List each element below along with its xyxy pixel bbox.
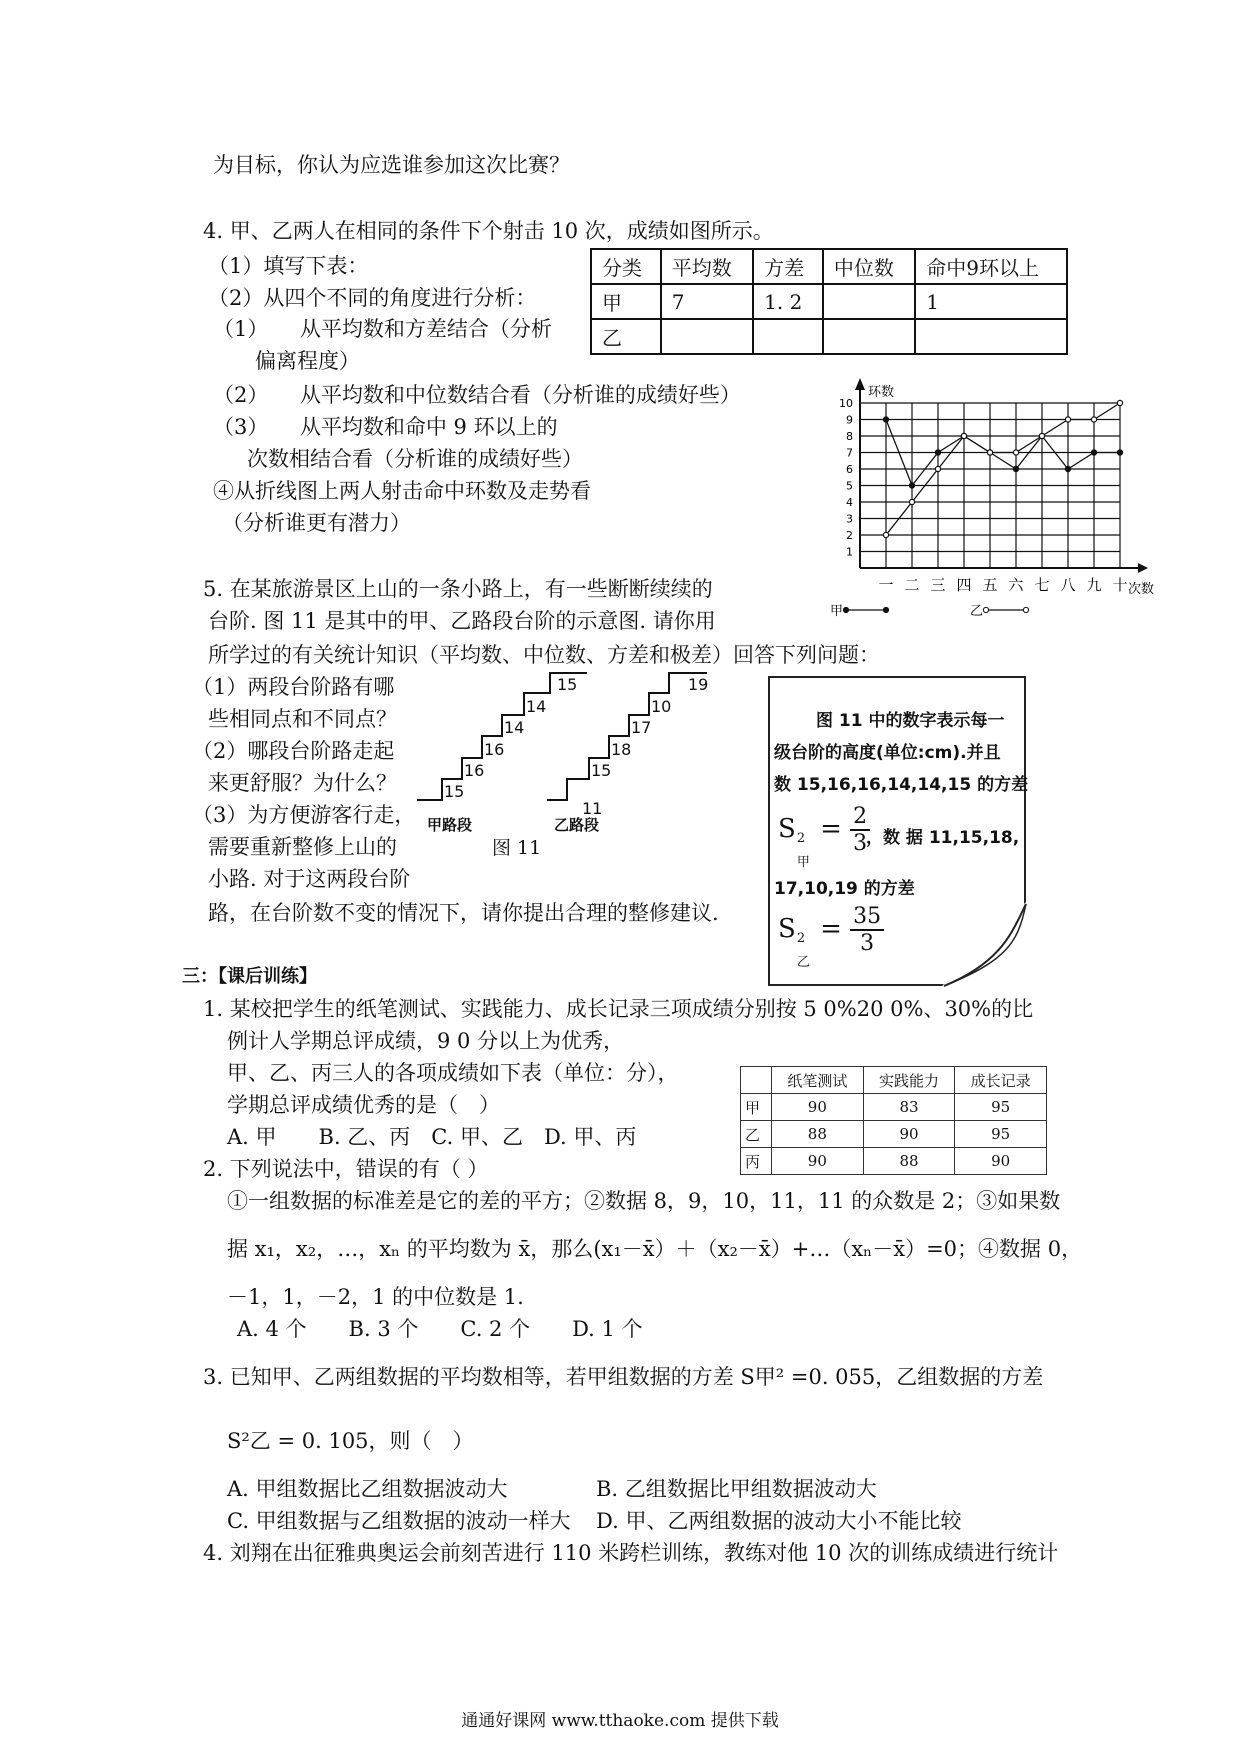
table-header-cell: 方差 [753,249,823,284]
q5-p3c: 小路. 对于这两段台阶 [208,867,411,891]
legend-marker [983,607,988,612]
s3-q1-score-table [740,1066,1047,1175]
table-cell: 90 [772,1148,864,1175]
formula-denominator: 3 [853,831,868,856]
x-tick-label: 二 [904,576,920,594]
x-tick-label: 七 [1034,576,1050,594]
legend-label: 甲 [830,604,844,619]
formula-sub: 乙 [796,955,810,970]
x-tick-label: 五 [982,576,998,594]
stairs-figure [412,668,742,858]
data-point-甲 [1091,450,1096,455]
variance-note-card [768,676,1029,986]
table-cell: 90 [955,1148,1047,1175]
y-tick-label: 5 [846,479,853,493]
s3-q1-line4: 学期总评成绩优秀的是（ ） [227,1093,500,1117]
s3-q2-line3: 据 x₁，x₂，…，xₙ 的平均数为 x̄，那么(x₁－x̄）＋（x₂－x̄）+…（xₙ－x̄）=0；④数据 0， [227,1237,1083,1261]
q4-sub1: （1）填写下表： [208,254,369,278]
s3-q1-line2: 例计人学期总评成绩，9 0 分以上为优秀， [227,1029,625,1053]
stair-b-1: 11 [582,799,603,818]
x-tick-label: 十 [1112,576,1128,594]
x-tick-label: 九 [1086,576,1102,594]
legend-marker [843,607,848,612]
table-cell: 乙 [591,319,661,354]
data-point-乙 [1013,450,1018,455]
table-cell: 88 [863,1148,955,1175]
stair-a-5: 14 [526,697,547,716]
q5-p3a: （3）为方便游客行走， [192,803,416,827]
data-point-甲 [1117,450,1122,455]
formula-sub: 甲 [796,855,810,870]
formula-numerator: 35 [850,904,884,931]
q5-p3d: 路，在台阶数不变的情况下，请你提出合理的整修建议. [208,901,719,925]
table-cell: 95 [955,1094,1047,1121]
table-row [741,1148,1047,1175]
s3-q2-line1: 2. 下列说法中，错误的有（ ） [203,1157,489,1181]
intro-line: 为目标，你认为应选谁参加这次比赛？ [213,153,570,177]
s3-q2-options: A. 4 个 B. 3 个 C. 2 个 D. 1 个 [237,1317,643,1341]
table-header-cell: 命中9环以上 [915,249,1067,284]
table-header-cell: 纸笔测试 [772,1067,864,1094]
variance-formula-b: S 2 乙 = $\frac{35}{3}$ [778,904,884,956]
y-tick-label: 3 [846,512,853,526]
table-header-cell: 实践能力 [863,1067,955,1094]
data-point-甲 [1013,466,1018,471]
table-header-cell: 平均数 [661,249,753,284]
s3-q2-line2: ①一组数据的标准差是它的差的平方；②数据 8，9，10，11，11 的众数是 2；③如果数 [227,1189,1061,1213]
q4-sub2: （2）从四个不同的角度进行分析： [208,286,537,310]
x-tick-label: 三 [930,576,946,594]
table-header-cell [741,1067,772,1094]
note-line5: 17,10,19 的方差 [774,879,915,899]
data-point-甲 [909,483,914,488]
formula-sup: 2 [796,931,806,946]
stair-b-3: 18 [611,740,632,759]
q5-p2b: 来更舒服？为什么？ [208,771,397,795]
q5-line2: 台阶. 图 11 是其中的甲、乙路段台阶的示意图. 请你用 [208,609,716,633]
table-cell: 88 [772,1121,864,1148]
q4-item4a: ④从折线图上两人射击命中环数及走势看 [213,479,591,503]
y-tick-label: 4 [846,496,853,509]
x-tick-label: 六 [1008,576,1024,594]
stair-b-6: 19 [688,675,709,694]
table-header-cell: 成长记录 [955,1067,1047,1094]
note-line4: ，数 据 11,15,18, [866,828,1020,848]
s3-q3-optB: B. 乙组数据比甲组数据波动大 [596,1477,877,1501]
q5-line1: 5. 在某旅游景区上山的一条小路上，有一些断断续续的 [203,577,713,601]
s3-q3-optD: D. 甲、乙两组数据的波动大小不能比较 [596,1509,962,1533]
stair-a-4: 14 [504,718,525,737]
data-point-甲 [935,450,940,455]
table-cell: 90 [772,1094,864,1121]
figure-caption: 图 11 [492,837,542,859]
x-tick-label: 一 [878,576,894,594]
table-cell [823,319,915,354]
s3-q3-line2: S²乙 = 0. 105，则（ ） [227,1429,474,1453]
formula-denominator: 3 [860,931,875,956]
x-tick-label: 八 [1060,576,1076,594]
stair-a-6: 15 [557,675,578,694]
table-cell [661,319,753,354]
table-header-row [591,249,1067,284]
table-cell: 95 [955,1121,1047,1148]
note-line3: 数 15,16,16,14,14,15 的方差 [774,775,1029,795]
q4-score-table [590,248,1068,355]
table-cell [823,284,915,319]
section3-heading: 三：【课后训练】 [182,966,317,987]
table-row [591,319,1067,354]
y-tick-label: 6 [846,463,853,476]
y-axis-arrow [855,378,865,390]
q5-p1a: （1）两段台阶路有哪 [192,675,395,699]
table-cell: 83 [863,1094,955,1121]
formula-s: S [778,914,796,944]
data-point-乙 [909,499,914,504]
page-footer: 通通好课网 www.tthaoke.com 提供下载 [461,1711,779,1731]
page-curl-decoration [942,902,1026,986]
y-axis-label: 环数 [868,385,895,400]
data-point-乙 [1117,400,1122,405]
table-row [741,1121,1047,1148]
s3-q3-line1: 3. 已知甲、乙两组数据的平均数相等，若甲组数据的方差 S甲² =0. 055，乙组数据的方差 [203,1365,1044,1389]
q5-p2a: （2）哪段台阶路走起 [192,739,395,763]
s3-q3-optC: C. 甲组数据与乙组数据的波动一样大 [227,1509,571,1533]
table-header-cell: 中位数 [823,249,915,284]
q5-p1b: 些相同点和不同点？ [208,707,397,731]
q4-item1b: 偏离程度） [255,349,360,373]
data-point-乙 [961,433,966,438]
y-tick-label: 2 [846,529,853,542]
y-tick-label: 7 [846,446,853,460]
q4-item4b: （分析谁更有潜力） [222,511,411,535]
x-tick-label: 四 [956,576,972,594]
table-cell [753,319,823,354]
stair-b-4: 17 [631,718,652,737]
table-cell: 90 [863,1121,955,1148]
s3-q1-line3: 甲、乙、丙三人的各项成绩如下表（单位：分）， [227,1061,679,1085]
formula-numerator: 2 [850,804,870,831]
stairs-a-label: 甲路段 [427,816,473,834]
stairs-b-label: 乙路段 [554,816,600,834]
s3-q2-line4: －1，1，－2，1 的中位数是 1. [227,1285,524,1309]
stair-a-1: 15 [444,782,465,801]
q4-item3b: 次数相结合看（分析谁的成绩好些） [247,447,583,471]
q4-item3a: （3） 从平均数和命中 9 环以上的 [213,415,558,439]
q5-line3: 所学过的有关统计知识（平均数、中位数、方差和极差）回答下列问题： [208,643,880,667]
stair-a-3: 16 [484,740,505,759]
variance-formula-a: S 2 甲 = $\frac{2}{3}$ [778,804,870,856]
s3-q1-options: A. 甲 B. 乙、丙 C. 甲、乙 D. 甲、丙 [227,1125,637,1149]
q4-title: 4. 甲、乙两人在相同的条件下个射击 10 次，成绩如图所示。 [203,219,774,243]
table-cell: 1 [915,284,1067,319]
data-point-乙 [883,532,888,537]
table-cell: 乙 [741,1121,772,1148]
s3-q1-line1: 1. 某校把学生的纸笔测试、实践能力、成长记录三项成绩分别按 5 0%20 0%、30%的比 [203,997,1034,1021]
data-point-乙 [935,466,940,471]
formula-sup: 2 [796,831,806,846]
table-cell: 甲 [591,284,661,319]
y-tick-label: 8 [846,430,853,443]
table-cell [915,319,1067,354]
table-cell: 甲 [741,1094,772,1121]
note-line2: 级台阶的高度(单位:cm).并且 [774,743,1001,763]
data-point-乙 [987,450,992,455]
x-axis-arrow [1138,563,1148,573]
table-row [741,1094,1047,1121]
data-point-乙 [1091,417,1096,422]
legend-marker [883,607,888,612]
data-point-甲 [1065,466,1070,471]
stair-b-5: 10 [651,697,672,716]
q4-item2: （2） 从平均数和中位数结合看（分析谁的成绩好些） [213,383,741,407]
data-point-甲 [883,417,888,422]
y-tick-label: 10 [839,397,853,410]
formula-s: S [778,814,796,844]
table-row [591,284,1067,319]
data-point-乙 [1065,417,1070,422]
table-header-row [741,1067,1047,1094]
shooting-line-chart [820,378,1155,620]
x-axis-label: 次数 [1128,582,1155,597]
table-cell: 丙 [741,1148,772,1175]
s3-q4-line1: 4. 刘翔在出征雅典奥运会前刻苦进行 110 米跨栏训练，教练对他 10 次的训练成绩进行统计 [203,1541,1059,1565]
table-header-cell: 分类 [591,249,661,284]
q5-p3b: 需要重新整修上山的 [208,835,397,859]
s3-q3-optA: A. 甲组数据比乙组数据波动大 [227,1477,508,1501]
stair-a-2: 16 [464,761,485,780]
table-cell: 7 [661,284,753,319]
q4-item1a: （1） 从平均数和方差结合（分析 [213,317,552,341]
legend-label: 乙 [970,604,984,619]
legend-marker [1023,607,1028,612]
table-cell: 1. 2 [753,284,823,319]
note-line1: 图 11 中的数字表示每一 [816,711,1005,731]
y-tick-label: 9 [846,413,853,427]
stair-b-2: 15 [591,761,612,780]
data-point-乙 [1039,433,1044,438]
y-tick-label: 1 [846,545,853,559]
